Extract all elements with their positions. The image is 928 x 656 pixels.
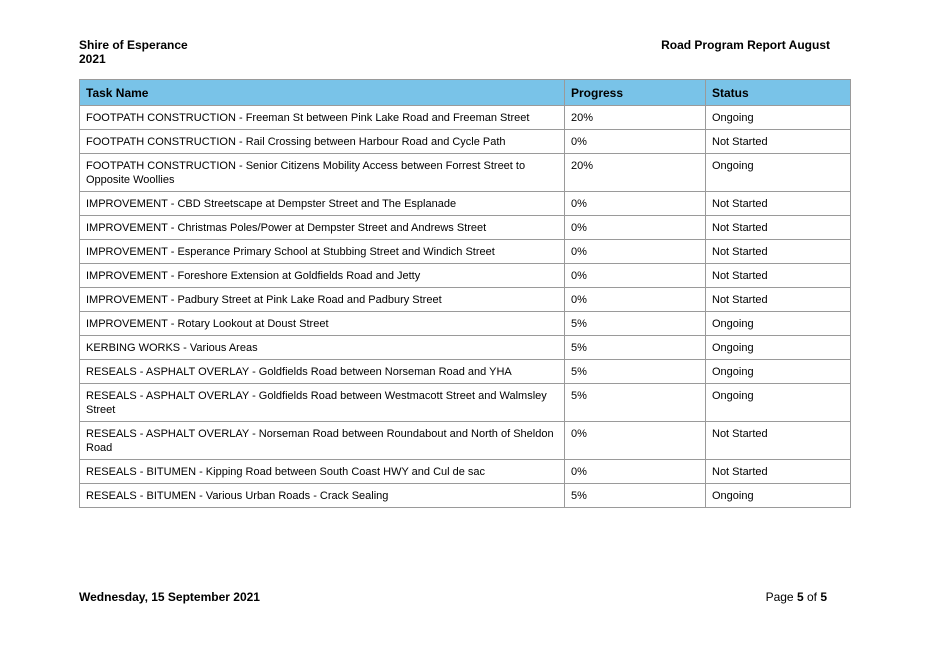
report-year: 2021: [79, 52, 106, 66]
progress-cell: 0%: [565, 192, 706, 216]
table-header-row: [80, 80, 851, 106]
status-cell: Ongoing: [706, 336, 851, 360]
page-current: 5: [796, 590, 804, 604]
status-cell: Not Started: [706, 264, 851, 288]
progress-cell: 5%: [565, 336, 706, 360]
status-cell: Ongoing: [706, 106, 851, 130]
status-cell: Ongoing: [706, 384, 851, 422]
status-cell: Ongoing: [706, 484, 851, 508]
task-name-cell: RESEALS - ASPHALT OVERLAY - Goldfields Road between Westmacott Street and Walmsley Street: [80, 384, 565, 422]
progress-cell: 20%: [565, 154, 706, 192]
status-cell: Not Started: [706, 422, 851, 460]
status-cell: Ongoing: [706, 154, 851, 192]
progress-cell: 0%: [565, 288, 706, 312]
table-row: [80, 192, 851, 216]
progress-cell: 0%: [565, 130, 706, 154]
table-row: [80, 130, 851, 154]
progress-cell: 0%: [565, 422, 706, 460]
progress-cell: 0%: [565, 264, 706, 288]
task-name-cell: RESEALS - BITUMEN - Various Urban Roads - Crack Sealing: [80, 484, 565, 508]
table-row: [80, 336, 851, 360]
task-name-cell: RESEALS - BITUMEN - Kipping Road between South Coast HWY and Cul de sac: [80, 460, 565, 484]
page-prefix: Page: [765, 590, 797, 604]
table-row: [80, 484, 851, 508]
progress-cell: 0%: [565, 216, 706, 240]
task-name-cell: IMPROVEMENT - Foreshore Extension at Goldfields Road and Jetty: [80, 264, 565, 288]
page-total: 5: [820, 590, 827, 604]
table-row: [80, 360, 851, 384]
column-header-status: Status: [706, 80, 851, 106]
status-cell: Ongoing: [706, 360, 851, 384]
table-row: [80, 106, 851, 130]
status-cell: Not Started: [706, 192, 851, 216]
status-cell: Not Started: [706, 216, 851, 240]
status-cell: Not Started: [706, 240, 851, 264]
organisation-header: [79, 38, 199, 66]
status-cell: Ongoing: [706, 312, 851, 336]
task-name-cell: FOOTPATH CONSTRUCTION - Senior Citizens Mobility Access between Forrest Street to Opposite Woollies: [80, 154, 565, 192]
status-cell: Not Started: [706, 288, 851, 312]
progress-cell: 5%: [565, 312, 706, 336]
page-number: [766, 590, 827, 604]
report-date: Wednesday, 15 September 2021: [79, 590, 260, 604]
table-row: [80, 288, 851, 312]
column-header-task-name: Task Name: [80, 80, 565, 106]
progress-cell: 5%: [565, 384, 706, 422]
table-row: [80, 154, 851, 192]
road-program-table: [79, 79, 851, 508]
task-name-cell: IMPROVEMENT - Padbury Street at Pink Lake Road and Padbury Street: [80, 288, 565, 312]
status-cell: Not Started: [706, 460, 851, 484]
progress-cell: 20%: [565, 106, 706, 130]
task-name-cell: IMPROVEMENT - CBD Streetscape at Dempster Street and The Esplanade: [80, 192, 565, 216]
progress-cell: 5%: [565, 360, 706, 384]
organisation-name: Shire of Esperance: [79, 38, 188, 52]
table-row: [80, 312, 851, 336]
task-name-cell: FOOTPATH CONSTRUCTION - Rail Crossing between Harbour Road and Cycle Path: [80, 130, 565, 154]
progress-cell: 0%: [565, 460, 706, 484]
task-name-cell: RESEALS - ASPHALT OVERLAY - Norseman Road between Roundabout and North of Sheldon Road: [80, 422, 565, 460]
task-name-cell: IMPROVEMENT - Rotary Lookout at Doust Street: [80, 312, 565, 336]
table-row: [80, 384, 851, 422]
report-title: Road Program Report August: [661, 38, 830, 52]
table-row: [80, 216, 851, 240]
status-cell: Not Started: [706, 130, 851, 154]
page-of: of: [803, 590, 821, 604]
progress-cell: 5%: [565, 484, 706, 508]
task-name-cell: KERBING WORKS - Various Areas: [80, 336, 565, 360]
table-row: [80, 240, 851, 264]
table-row: [80, 460, 851, 484]
progress-cell: 0%: [565, 240, 706, 264]
task-name-cell: IMPROVEMENT - Esperance Primary School at Stubbing Street and Windich Street: [80, 240, 565, 264]
task-name-cell: IMPROVEMENT - Christmas Poles/Power at Dempster Street and Andrews Street: [80, 216, 565, 240]
table-row: [80, 422, 851, 460]
table-row: [80, 264, 851, 288]
task-name-cell: RESEALS - ASPHALT OVERLAY - Goldfields Road between Norseman Road and YHA: [80, 360, 565, 384]
column-header-progress: Progress: [565, 80, 706, 106]
task-name-cell: FOOTPATH CONSTRUCTION - Freeman St between Pink Lake Road and Freeman Street: [80, 106, 565, 130]
